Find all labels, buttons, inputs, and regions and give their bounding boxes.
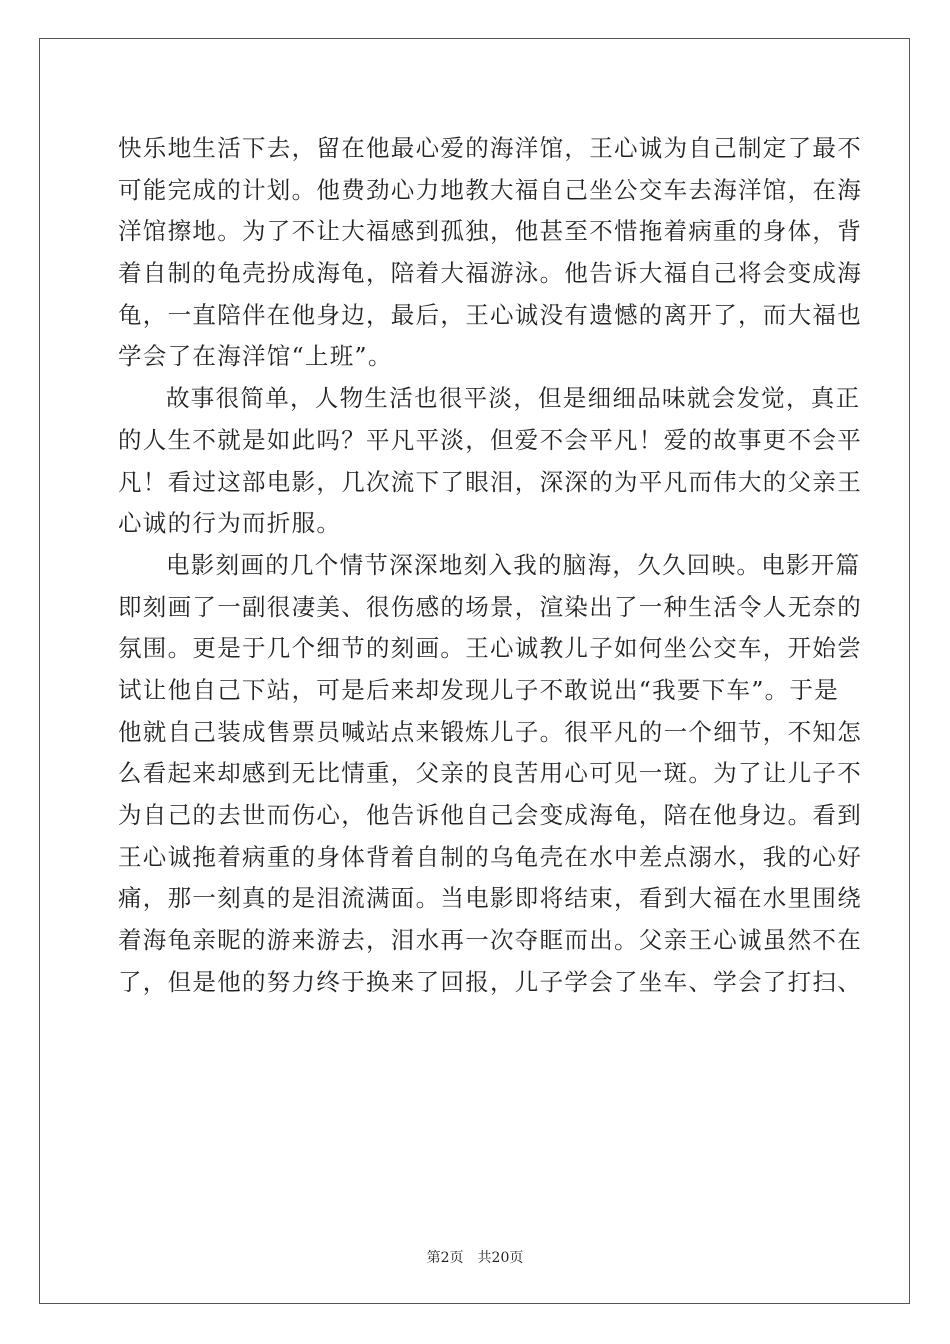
page-total: 共20页 (477, 1250, 524, 1266)
page-footer (0, 1247, 950, 1267)
text-line: 的人生不就是如此吗？平凡平淡，但爱不会平凡！爱的故事更不会平 (118, 425, 862, 454)
text-line: 他就自己装成售票员喊站点来锻炼儿子。很平凡的一个细节，不知怎 (118, 717, 862, 746)
paragraph (118, 128, 862, 378)
text-line: 为自己的去世而伤心，他告诉他自己会变成海龟，陪在他身边。看到 (118, 801, 862, 829)
paragraph (118, 545, 862, 1004)
text-line: 着海龟亲昵的游来游去，泪水再一次夺眶而出。父亲王心诚虽然不在 (118, 926, 862, 955)
text-line: 洋馆擦地。为了不让大福感到孤独，他甚至不惜拖着病重的身体，背 (118, 217, 862, 246)
text-line: 么看起来却感到无比情重，父亲的良苦用心可见一斑。为了让儿子不 (118, 759, 862, 788)
text-line: 试让他自己下站，可是后来却发现儿子不敢说出“我要下车”。于是 (118, 675, 840, 704)
text-line: 龟，一直陪伴在他身边，最后，王心诚没有遗憾的离开了，而大福也 (118, 300, 862, 329)
text-line: 氛围。更是于几个细节的刻画。王心诚教儿子如何坐公交车，开始尝 (118, 634, 862, 663)
page-number: 第2页 (426, 1250, 464, 1266)
text-line: 凡！看过这部电影，几次流下了眼泪，深深的为平凡而伟大的父亲王 (118, 467, 862, 496)
text-line: 心诚的行为而折服。 (118, 509, 342, 538)
text-line: 快乐地生活下去，留在他最心爱的海洋馆，王心诚为自己制定了最不 (118, 134, 862, 162)
text-line: 了，但是他的努力终于换来了回报，儿子学会了坐车、学会了打扫、 (118, 967, 862, 996)
document-body (118, 128, 862, 1003)
text-line: 即刻画了一副很凄美、很伤感的场景，渲染出了一种生活令人无奈的 (118, 592, 862, 621)
text-line: 电影刻画的几个情节深深地刻入我的脑海，久久回映。电影开篇 (166, 550, 861, 579)
text-line: 学会了在海洋馆“上班”。 (118, 342, 393, 371)
text-line: 故事很简单，人物生活也很平淡，但是细细品味就会发觉，真正 (166, 384, 861, 413)
text-line: 痛，那一刻真的是泪流满面。当电影即将结束，看到大福在水里围绕 (118, 884, 862, 913)
text-line: 可能完成的计划。他费劲心力地教大福自己坐公交车去海洋馆，在海 (118, 175, 862, 204)
text-line: 着自制的龟壳扮成海龟，陪着大福游泳。他告诉大福自己将会变成海 (118, 259, 862, 288)
text-line: 王心诚拖着病重的身体背着自制的乌龟壳在水中差点溺水，我的心好 (118, 842, 862, 871)
paragraph (118, 378, 862, 545)
